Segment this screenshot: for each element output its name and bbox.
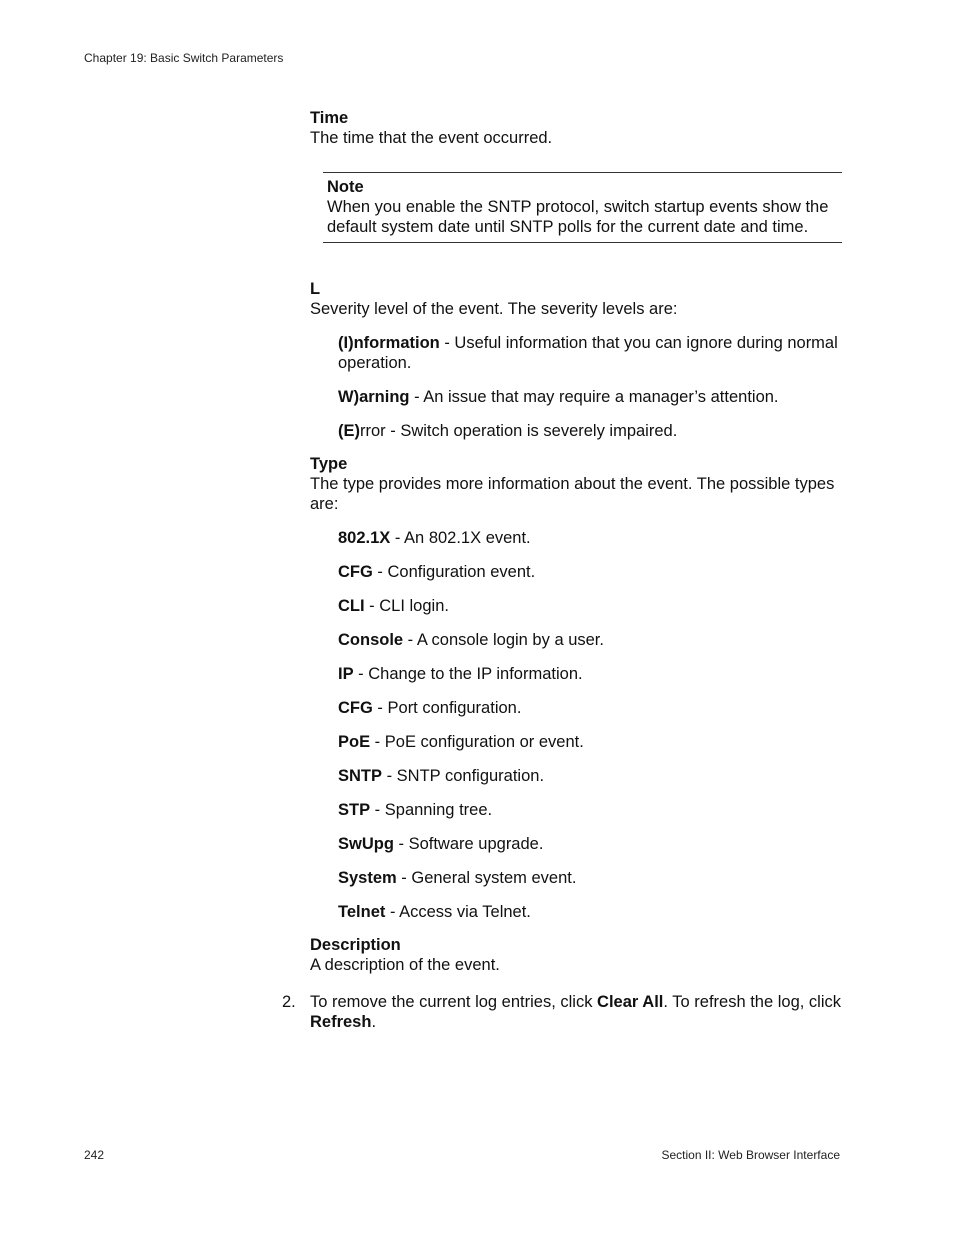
level-heading: L xyxy=(310,280,321,298)
type-item xyxy=(338,800,842,820)
description-heading: Description xyxy=(310,936,401,954)
level-item xyxy=(338,333,842,373)
level-term: W)arning xyxy=(338,388,410,406)
page-content xyxy=(282,108,842,1032)
note-text: When you enable the SNTP protocol, switch startup events show the default system date until SNTP polls for the current date and time. xyxy=(327,198,829,236)
type-item xyxy=(338,630,842,650)
type-item xyxy=(338,868,842,888)
time-text: The time that the event occurred. xyxy=(310,129,553,147)
step-text: To remove the current log entries, click xyxy=(310,993,598,1011)
level-desc: - Useful information that you can ignore during normal operation. xyxy=(338,334,838,372)
time-heading: Time xyxy=(310,109,349,127)
step-number: 2. xyxy=(282,993,296,1011)
type-item xyxy=(338,732,842,752)
type-desc: - General system event. xyxy=(396,869,577,887)
type-item xyxy=(338,834,842,854)
note-box xyxy=(323,172,842,243)
type-term: Telnet xyxy=(338,903,386,921)
type-desc: - Spanning tree. xyxy=(370,801,493,819)
type-term: IP xyxy=(338,665,354,683)
type-desc: - Configuration event. xyxy=(372,563,536,581)
type-desc: - Change to the IP information. xyxy=(353,665,583,683)
type-desc: - CLI login. xyxy=(364,597,449,615)
level-section xyxy=(310,279,842,441)
type-desc: - SNTP configuration. xyxy=(382,767,545,785)
type-section xyxy=(310,454,842,922)
footer-section-title: Section II: Web Browser Interface xyxy=(661,1148,840,1162)
type-desc: - Port configuration. xyxy=(372,699,522,717)
level-item xyxy=(338,421,842,441)
type-item xyxy=(338,528,842,548)
step-2 xyxy=(282,992,842,1032)
type-term: SNTP xyxy=(338,767,383,785)
type-term: CFG xyxy=(338,563,373,581)
type-item xyxy=(338,562,842,582)
type-term: CLI xyxy=(338,597,365,615)
type-term: CFG xyxy=(338,699,373,717)
level-text: Severity level of the event. The severity levels are: xyxy=(310,300,678,318)
type-term: System xyxy=(338,869,397,887)
type-desc: - An 802.1X event. xyxy=(390,529,531,547)
level-term: (I)nformation xyxy=(338,334,440,352)
running-header: Chapter 19: Basic Switch Parameters xyxy=(84,51,284,65)
type-item xyxy=(338,664,842,684)
note-title: Note xyxy=(327,178,364,196)
description-section xyxy=(310,935,842,975)
page-number: 242 xyxy=(84,1148,105,1162)
type-text: The type provides more information about the event. The possible types are: xyxy=(310,475,835,513)
type-desc: - A console login by a user. xyxy=(403,631,604,649)
type-desc: - Software upgrade. xyxy=(393,835,544,853)
type-term: STP xyxy=(338,801,371,819)
type-desc: - Access via Telnet. xyxy=(385,903,531,921)
type-item xyxy=(338,766,842,786)
level-item xyxy=(338,387,842,407)
step-text: . xyxy=(371,1013,377,1031)
type-item xyxy=(338,596,842,616)
refresh-label: Refresh xyxy=(310,1013,372,1031)
description-text: A description of the event. xyxy=(310,956,500,974)
type-desc: - PoE configuration or event. xyxy=(370,733,584,751)
type-heading: Type xyxy=(310,455,348,473)
type-item xyxy=(338,902,842,922)
level-term: (E) xyxy=(338,422,360,440)
type-term: PoE xyxy=(338,733,371,751)
type-term: SwUpg xyxy=(338,835,394,853)
level-desc: - An issue that may require a manager’s attention. xyxy=(409,388,779,406)
step-text: . To refresh the log, click xyxy=(663,993,841,1011)
clear-all-label: Clear All xyxy=(597,993,664,1011)
type-term: 802.1X xyxy=(338,529,391,547)
type-item xyxy=(338,698,842,718)
level-desc: rror - Switch operation is severely impaired. xyxy=(360,422,678,440)
type-term: Console xyxy=(338,631,404,649)
